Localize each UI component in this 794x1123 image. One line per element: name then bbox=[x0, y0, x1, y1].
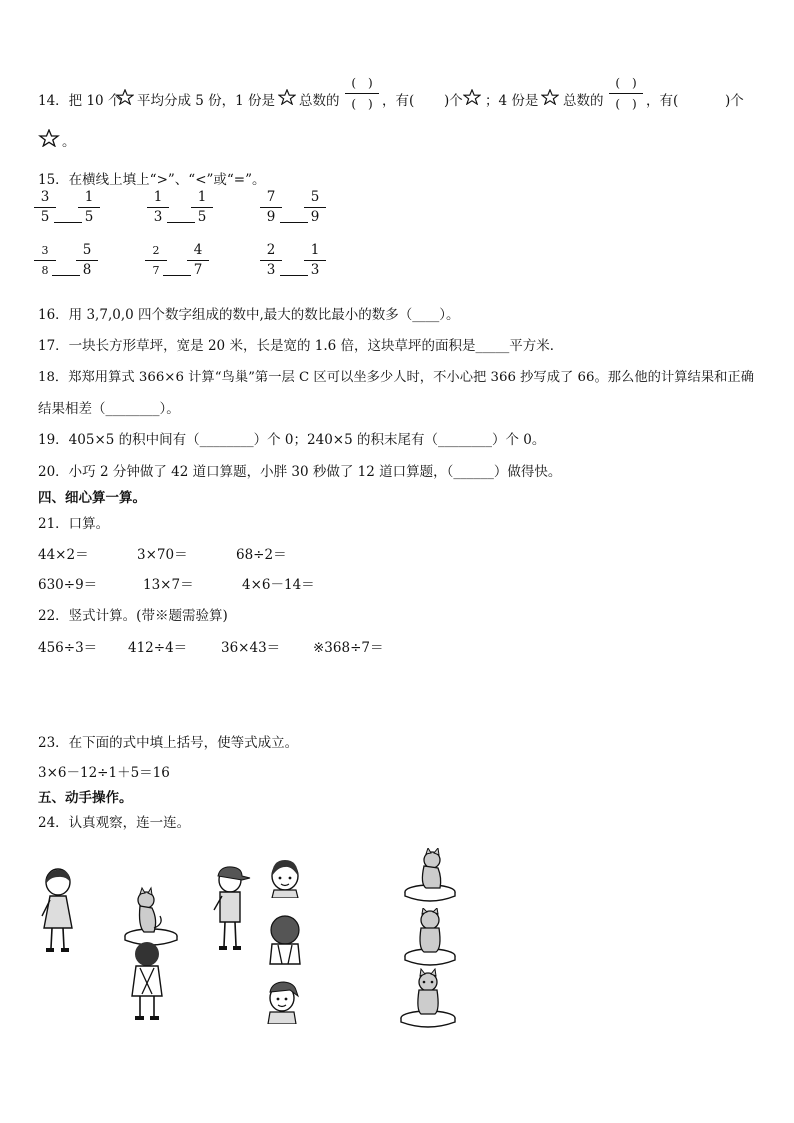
star-outline-icon bbox=[278, 89, 296, 105]
cat-front-view-pedestal-figure bbox=[398, 968, 458, 1030]
star-outline-icon bbox=[38, 129, 60, 147]
section-heading-4: 四、细心算一算。 bbox=[38, 490, 146, 506]
q14-text-4: ，有( bbox=[382, 93, 415, 109]
girl-back-view-figure bbox=[124, 940, 170, 1022]
q14-text-9: )个 bbox=[725, 93, 744, 109]
cat-on-pedestal-figure bbox=[120, 886, 182, 948]
q14-text-6: ；4 份是 bbox=[485, 93, 539, 109]
q23-title: 23．在下面的式中填上括号，使等式成立。 bbox=[38, 735, 299, 751]
q22-item: ※368÷7＝ bbox=[313, 640, 384, 656]
q24-title: 24．认真观察，连一连。 bbox=[38, 815, 191, 831]
q18-text-line-2: 结果相差（________）。 bbox=[38, 401, 180, 417]
q22-title: 22．竖式计算。(带※题需验算) bbox=[38, 608, 228, 624]
fraction: 2 3 bbox=[260, 243, 282, 278]
q18-text-line-1: 18．郑郑用算式 366×6 计算“鸟巢”第一层 C 区可以坐多少人时，不小心把 366 抄写成了 66。那么他的计算结果和正确 bbox=[38, 370, 755, 385]
q20-text: 20．小巧 2 分钟做了 42 道口算题，小胖 30 秒做了 12 道口算题，（______）做得快。 bbox=[38, 464, 562, 480]
q14-text-5: )个 bbox=[444, 93, 463, 109]
star-outline-icon bbox=[541, 89, 559, 105]
q21-item: 44×2＝ bbox=[38, 547, 89, 563]
q14-text-2: 平均分成 5 份，1 份是 bbox=[137, 93, 276, 109]
q21-title: 21．口算。 bbox=[38, 516, 110, 532]
q22-item: 456÷3＝ bbox=[38, 640, 98, 656]
girl-side-view-figure bbox=[36, 866, 80, 954]
q14-text-7: 总数的 bbox=[563, 93, 604, 109]
star-outline-icon bbox=[463, 89, 481, 105]
q22-item: 36×43＝ bbox=[221, 640, 281, 656]
q21-item: 4×6－14＝ bbox=[242, 577, 315, 593]
q14-text-10: 。 bbox=[62, 134, 76, 150]
fraction: 5 9 bbox=[304, 190, 326, 225]
q14-text-1: 14．把 10 个 bbox=[38, 93, 122, 109]
fraction: 3 8 bbox=[34, 243, 56, 278]
q19-text: 19．405×5 的积中间有（________）个 0；240×5 的积末尾有（________）个 0。 bbox=[38, 432, 546, 448]
q14-text-3: 总数的 bbox=[299, 93, 340, 109]
fraction: 1 3 bbox=[304, 243, 326, 278]
boy-front-head-figure bbox=[264, 978, 302, 1024]
q21-item: 630÷9＝ bbox=[38, 577, 98, 593]
fraction: 1 5 bbox=[191, 190, 213, 225]
cat-back-view-pedestal-figure bbox=[402, 908, 458, 968]
fraction: 3 5 bbox=[34, 190, 56, 225]
cat-side-view-pedestal-figure bbox=[402, 848, 458, 904]
q23-expression: 3×6－12÷1＋5＝16 bbox=[38, 765, 170, 781]
q22-item: 412÷4＝ bbox=[128, 640, 188, 656]
q21-item: 68÷2＝ bbox=[236, 547, 287, 563]
fraction: 5 8 bbox=[76, 243, 98, 278]
q16-text: 16．用 3,7,0,0 四个数字组成的数中,最大的数比最小的数多（____）。 bbox=[38, 307, 460, 323]
section-heading-5: 五、动手操作。 bbox=[38, 790, 133, 806]
q17-text: 17．一块长方形草坪，宽是 20 米，长是宽的 1.6 倍，这块草坪的面积是_____平方米． bbox=[38, 338, 564, 354]
boy-side-view-figure bbox=[208, 864, 254, 952]
q14-blank-fraction-2[interactable]: ( ) ( ) bbox=[609, 76, 643, 111]
child-back-head-figure bbox=[266, 912, 304, 966]
q21-item: 13×7＝ bbox=[143, 577, 194, 593]
q15-title: 15．在横线上填上“>”、“<”或“=”。 bbox=[38, 172, 266, 188]
fraction: 1 3 bbox=[147, 190, 169, 225]
q14-text-8: ，有( bbox=[646, 93, 679, 109]
q21-item: 3×70＝ bbox=[137, 547, 188, 563]
girl-front-head-figure bbox=[266, 856, 304, 898]
fraction: 4 7 bbox=[187, 243, 209, 278]
fraction: 1 5 bbox=[78, 190, 100, 225]
star-outline-icon bbox=[116, 89, 134, 105]
fraction: 7 9 bbox=[260, 190, 282, 225]
q14-blank-fraction-1[interactable]: ( ) ( ) bbox=[345, 76, 379, 111]
fraction: 2 7 bbox=[145, 243, 167, 278]
